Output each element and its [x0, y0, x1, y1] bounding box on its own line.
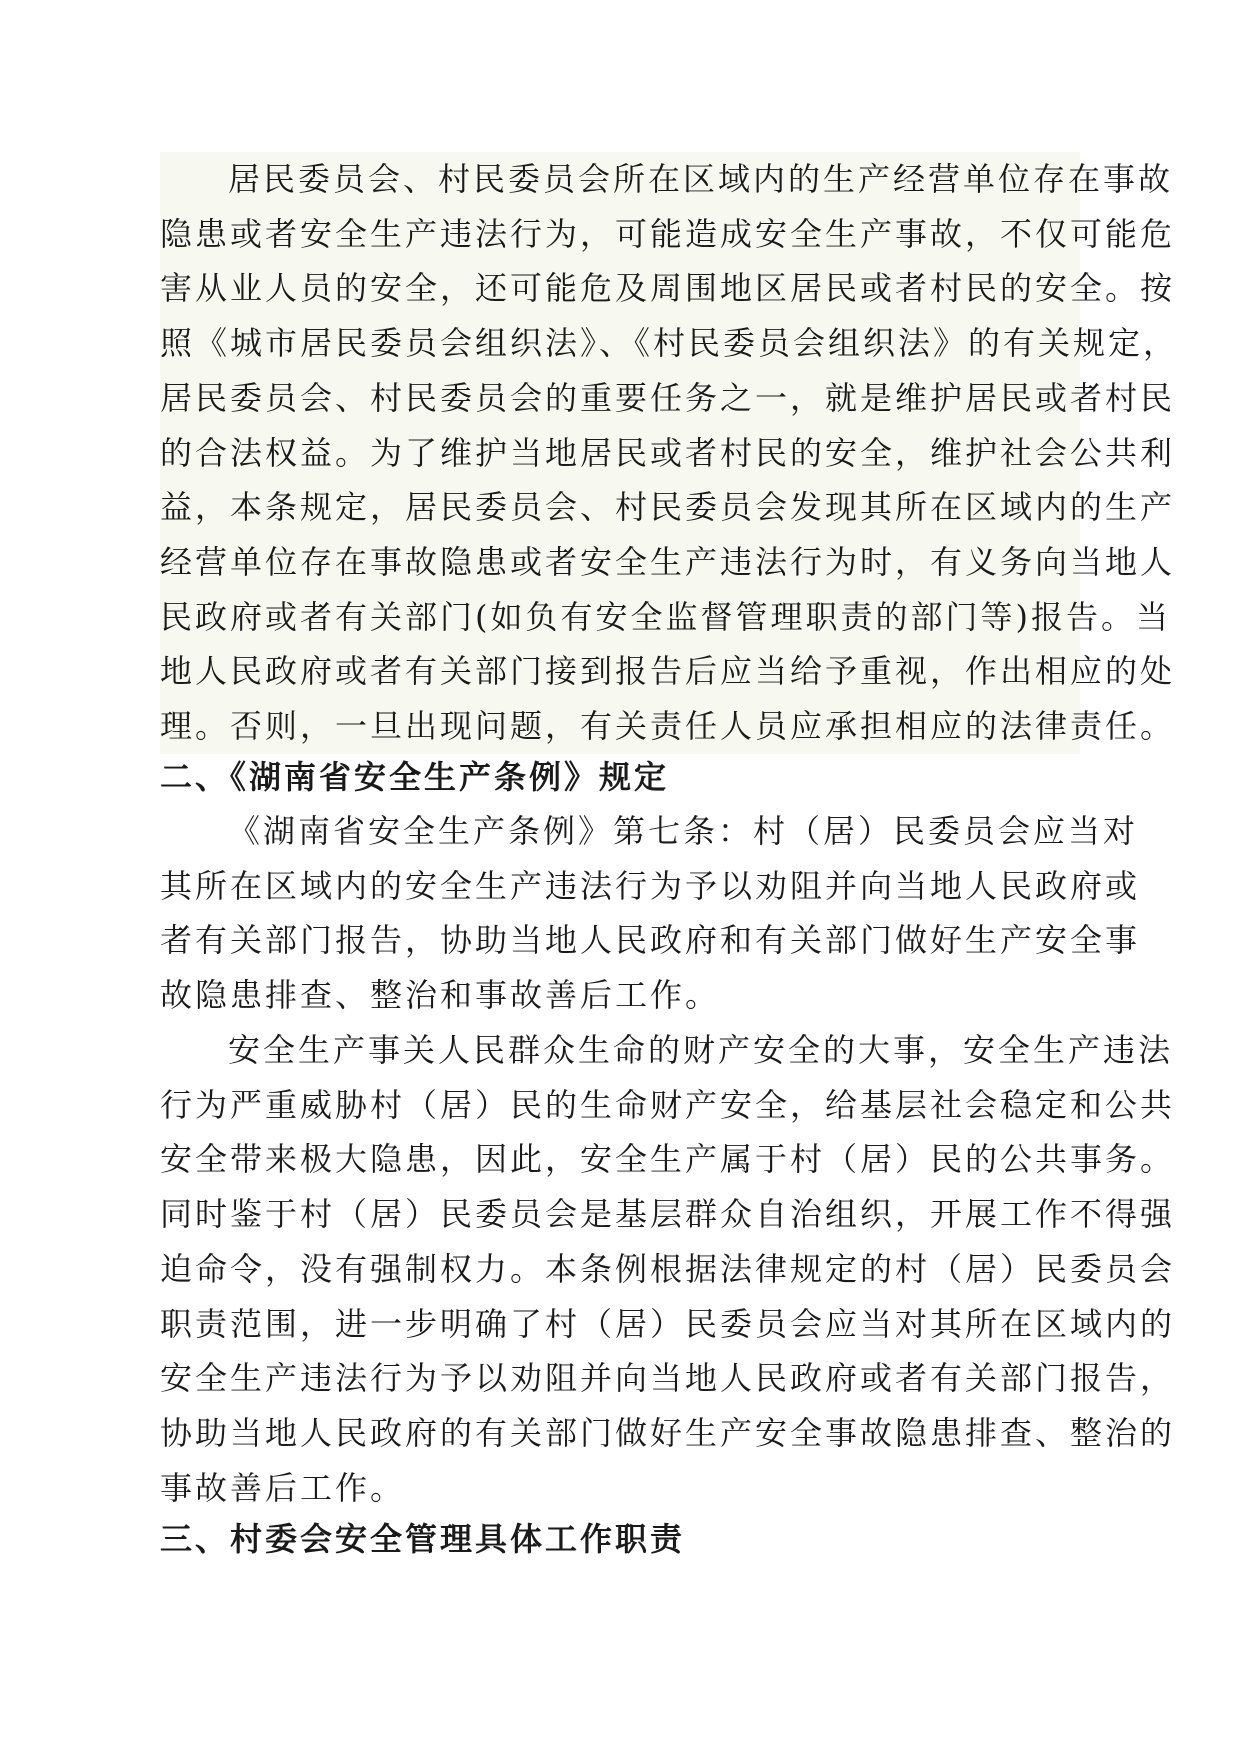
paragraph-line: 的合法权益。为了维护当地居民或者村民的安全，维护社会公共利: [160, 433, 1176, 472]
section-heading-2: 二、《湖南省安全生产条例》规定: [160, 758, 670, 796]
paragraph-line: 隐患或者安全生产违法行为，可能造成安全生产事故，不仅可能危: [160, 214, 1176, 253]
paragraph-line: 地人民政府或者有关部门接到报告后应当给予重视，作出相应的处: [160, 652, 1176, 691]
paragraph-hunan-regulation: [160, 804, 1141, 1023]
paragraph-line: 者有关部门报告，协助当地人民政府和有关部门做好生产安全事: [160, 921, 1141, 960]
paragraph-line: 理。否则，一旦出现问题，有关责任人员应承担相应的法律责任。: [160, 707, 1176, 746]
paragraph-line: 益，本条规定，居民委员会、村民委员会发现其所在区域内的生产: [160, 488, 1176, 527]
paragraph-line: 照《城市居民委员会组织法》、《村民委员会组织法》的有关规定，: [160, 324, 1179, 363]
paragraph-line: 同时鉴于村（居）民委员会是基层群众自治组织，开展工作不得强: [160, 1195, 1176, 1234]
paragraph-line: 安全带来极大隐患，因此，安全生产属于村（居）民的公共事务。: [160, 1140, 1176, 1179]
paragraph-line: 协助当地人民政府的有关部门做好生产安全事故隐患排查、整治的: [160, 1413, 1176, 1452]
paragraph-line: 其所在区域内的安全生产违法行为予以劝阻并向当地人民政府或: [160, 866, 1141, 905]
paragraph-line: 迫命令，没有强制权力。本条例根据法律规定的村（居）民委员会: [160, 1249, 1176, 1288]
paragraph-line: 职责范围，进一步明确了村（居）民委员会应当对其所在区域内的: [160, 1304, 1176, 1343]
paragraph-safety-public-affairs: [160, 1023, 1176, 1515]
paragraph-line: 《湖南省安全生产条例》第七条：村（居）民委员会应当对: [228, 812, 1139, 850]
paragraph-line: 民政府或者有关部门(如负有安全监督管理职责的部门等)报告。当: [160, 597, 1171, 636]
paragraph-line: 居民委员会、村民委员会的重要任务之一，就是维护居民或者村民: [160, 378, 1176, 417]
paragraph-line: 事故善后工作。: [160, 1468, 406, 1507]
paragraph-line: 故隐患排查、整治和事故善后工作。: [160, 976, 721, 1015]
paragraph-line: 经营单位存在事故隐患或者安全生产违法行为时，有义务向当地人: [160, 542, 1176, 581]
paragraph-line: 害从业人员的安全，还可能危及周围地区居民或者村民的安全。按: [160, 269, 1176, 308]
section-heading-3: 三、村委会安全管理具体工作职责: [160, 1520, 686, 1558]
paragraph-line: 安全生产事关人民群众生命的财产安全的大事，安全生产违法: [228, 1031, 1174, 1069]
paragraph-line: 安全生产违法行为予以劝阻并向当地人民政府或者有关部门报告，: [160, 1359, 1176, 1398]
paragraph-line: 居民委员会、村民委员会所在区域内的生产经营单位存在事故: [228, 160, 1174, 198]
paragraph-line: 行为严重威胁村（居）民的生命财产安全，给基层社会稳定和公共: [160, 1085, 1176, 1124]
paragraph-village-committee-duties: [160, 152, 1179, 754]
